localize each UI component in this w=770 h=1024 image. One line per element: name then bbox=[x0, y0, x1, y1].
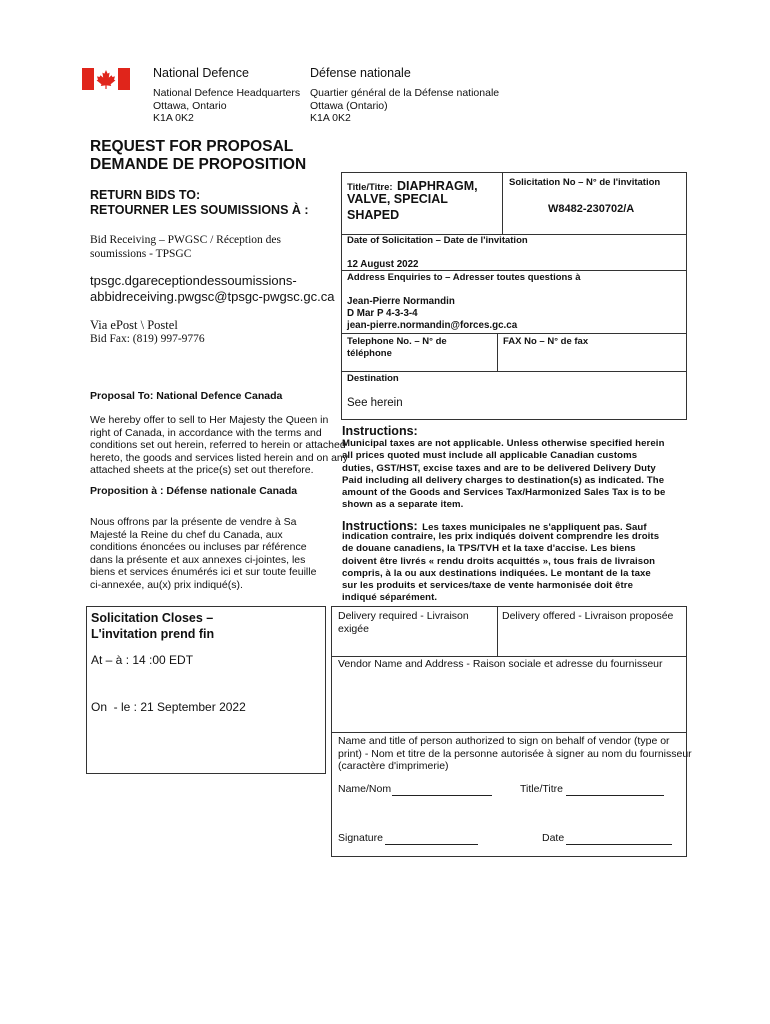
page-title: REQUEST FOR PROPOSAL DEMANDE DE PROPOSITION bbox=[90, 138, 307, 173]
destination-value: See herein bbox=[347, 397, 403, 409]
destination-label: Destination bbox=[347, 373, 399, 384]
bid-fax: Bid Fax: (819) 997-9776 bbox=[90, 333, 205, 345]
instructions-body-fr: indication contraire, les prix indiqués doivent comprendre les droits de douane canadiens, la TPS/TVH et la taxe d'accise. Les biens doivent être livrés « rendu droits acquittés », tous frais de livraison compris, à la ou aux destinations indiquées. Le montant de la taxe sur les produits et services/taxe de vente harmonisée doit être indiqué séparément. bbox=[342, 531, 660, 604]
vendor-name-field[interactable]: Vendor Name and Address - Raison sociale et adresse du fournisseur bbox=[338, 658, 663, 670]
name-label: Name/Nom bbox=[338, 783, 392, 795]
signature-input-line[interactable] bbox=[385, 844, 478, 845]
via-epost: Via ePost \ Postel bbox=[90, 318, 178, 332]
instructions-heading-en: Instructions: bbox=[342, 424, 418, 438]
proposal-body-fr: Nous offrons par la présente de vendre à Sa Majesté la Reine du chef du Canada, aux conditions énoncées ou incluses par référence dans la présente et aux annexes ci-jointes, les biens et services énumérés ici et sur toute feuille ci-annexée, au(x) prix indiqué(s). bbox=[90, 516, 317, 591]
instructions-fr-first-line: Les taxes municipales ne s'appliquent pas. Sauf bbox=[422, 522, 647, 533]
instructions-body-en: Municipal taxes are not applicable. Unless otherwise specified herein all prices quoted must include all applicable Canadian customs duties, GST/HST, excise taxes and are to be delivered Delivery Duty Paid including all delivery charges to destination(s) as indicated. The amount of the Goods and Services Tax/Harmonized Sales Tax is to be shown as a separate item. bbox=[342, 438, 666, 511]
closing-date: On - le : 21 September 2022 bbox=[91, 700, 246, 714]
telephone-label: Telephone No. – N° de téléphone bbox=[347, 336, 447, 359]
canada-flag-icon bbox=[82, 68, 130, 90]
signature-label: Signature bbox=[338, 832, 383, 844]
proposal-to-fr: Proposition à : Défense nationale Canada bbox=[90, 485, 298, 497]
closes-heading: Solicitation Closes – L'invitation prend fin bbox=[91, 611, 215, 641]
contact-info: Jean-Pierre Normandin D Mar P 4-3-3-4 jean-pierre.normandin@forces.gc.ca bbox=[347, 296, 518, 331]
authorized-person-text: Name and title of person authorized to sign on behalf of vendor (type or print) - Nom et titre de la personne autorisée à signer au nom du fournisseur (caractère d'imprimerie) bbox=[338, 735, 692, 772]
title-input-line[interactable] bbox=[566, 795, 664, 796]
delivery-offered-field[interactable]: Delivery offered - Livraison proposée bbox=[502, 610, 674, 622]
proposal-to-en: Proposal To: National Defence Canada bbox=[90, 390, 283, 402]
bid-receiving-text: Bid Receiving – PWGSC / Réception des soumissions - TPSGC bbox=[90, 234, 282, 260]
closing-time: At – à : 14 :00 EDT bbox=[91, 653, 194, 667]
contact-email[interactable]: jean-pierre.normandin@forces.gc.ca bbox=[347, 320, 518, 331]
instructions-heading-fr: Instructions: bbox=[342, 519, 418, 533]
solicitation-closes-box bbox=[86, 606, 326, 774]
org-name-en: National Defence bbox=[153, 66, 249, 80]
title-label: Title/Titre: bbox=[347, 182, 393, 193]
fax-label: FAX No – N° de fax bbox=[503, 336, 589, 347]
delivery-required-field[interactable]: Delivery required - Livraison exigée bbox=[338, 610, 469, 635]
solicitation-no-label: Solicitation No – N° de l'invitation bbox=[509, 177, 661, 188]
date-label: Date of Solicitation – Date de l'invitation bbox=[347, 235, 528, 246]
date-input-line[interactable] bbox=[566, 844, 672, 845]
title-label-vendor: Title/Titre bbox=[520, 783, 563, 795]
address-fr: Quartier général de la Défense nationale Ottawa (Ontario) K1A 0K2 bbox=[310, 87, 500, 124]
date-label-vendor: Date bbox=[542, 832, 565, 844]
title-value-1: DIAPHRAGM, bbox=[397, 179, 478, 193]
title-value-rest: VALVE, SPECIAL SHAPED bbox=[347, 192, 448, 222]
name-input-line[interactable] bbox=[392, 795, 492, 796]
bid-email[interactable]: tpsgc.dgareceptiondessoumissions- abbidreceiving.pwgsc@tpsgc-pwgsc.gc.ca bbox=[90, 273, 335, 304]
solicitation-no-value: W8482-230702/A bbox=[548, 203, 635, 215]
org-name-fr: Défense nationale bbox=[310, 66, 411, 80]
enquiries-label: Address Enquiries to – Adresser toutes questions à bbox=[347, 272, 581, 283]
proposal-body-en: We hereby offer to sell to Her Majesty the Queen in right of Canada, in accordance with the terms and conditions set out herein, referred to herein or attached hereto, the goods and services listed herein and on any attached sheets at the price(s) set out therefore. bbox=[90, 414, 349, 476]
date-value: 12 August 2022 bbox=[347, 259, 419, 270]
address-en: National Defence Headquarters Ottawa, Ontario K1A 0K2 bbox=[153, 87, 301, 124]
return-bids-heading: RETURN BIDS TO: RETOURNER LES SOUMISSIONS À : bbox=[90, 188, 309, 217]
